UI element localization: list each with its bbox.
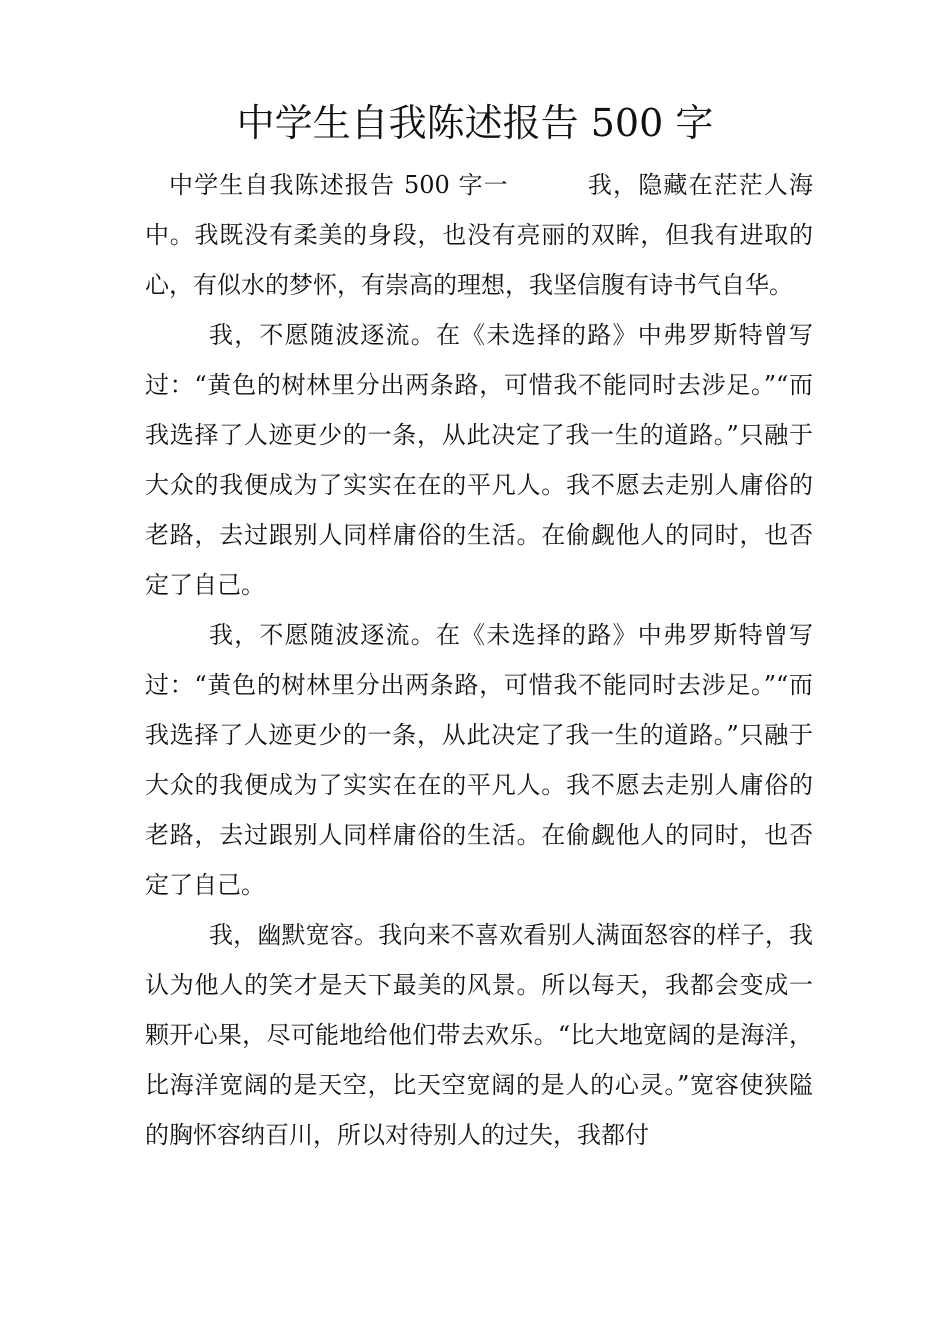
document-title: 中学生自我陈述报告 500 字 bbox=[236, 101, 714, 145]
paragraph-1-text: 我，隐藏在茫茫人海中。我既没有柔美的身段，也没有亮丽的双眸，但我有进取的心，有似水的梦怀，有崇高的理想，我坚信腹有诗书气自华。 bbox=[145, 171, 813, 299]
paragraph-1 bbox=[145, 160, 813, 310]
document-body bbox=[145, 160, 813, 1160]
paragraph-2: 我，不愿随波逐流。在《未选择的路》中弗罗斯特曾写过：“黄色的树林里分出两条路，可惜我不能同时去涉足。”“而我选择了人迹更少的一条，从此决定了我一生的道路。”只融于大众的我便成为了实实在在的平凡人。我不愿去走别人庸俗的老路，去过跟别人同样庸俗的生活。在偷觑他人的同时，也否定了自己。 bbox=[145, 321, 813, 599]
paragraph-1-lead: 中学生自我陈述报告 500 字一 bbox=[169, 171, 509, 199]
paragraph-4: 我，幽默宽容。我向来不喜欢看别人满面怒容的样子，我认为他人的笑才是天下最美的风景。所以每天，我都会变成一颗开心果，尽可能地给他们带去欢乐。“比大地宽阔的是海洋，比海洋宽阔的是天空，比天空宽阔的是人的心灵。”宽容使狭隘的胸怀容纳百川，所以对待别人的过失，我都付 bbox=[145, 921, 813, 1149]
paragraph-3: 我，不愿随波逐流。在《未选择的路》中弗罗斯特曾写过：“黄色的树林里分出两条路，可惜我不能同时去涉足。”“而我选择了人迹更少的一条，从此决定了我一生的道路。”只融于大众的我便成为了实实在在的平凡人。我不愿去走别人庸俗的老路，去过跟别人同样庸俗的生活。在偷觑他人的同时，也否定了自己。 bbox=[145, 621, 813, 899]
